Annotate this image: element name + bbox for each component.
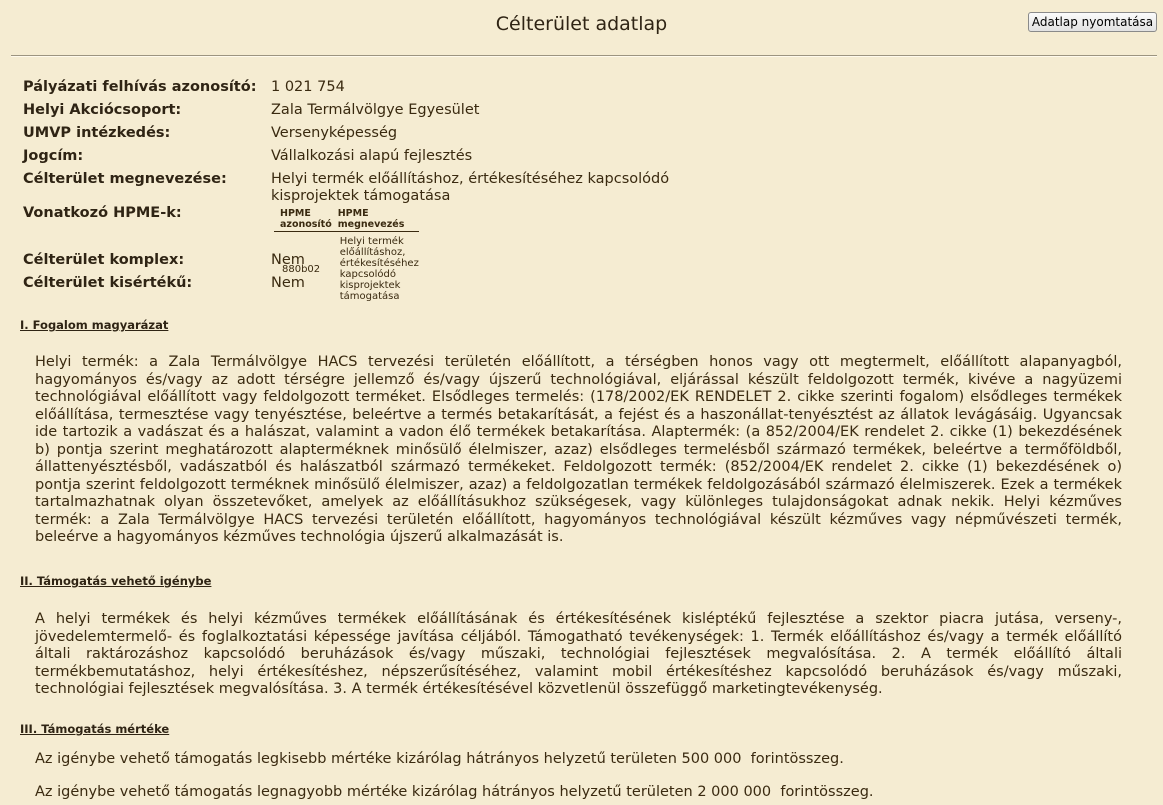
info-value: Nem: [271, 252, 305, 268]
info-label: Vonatkozó HPME-k:: [23, 205, 182, 221]
info-value: 1 021 754: [271, 79, 345, 95]
info-label: Célterület kisértékű:: [23, 275, 193, 291]
info-label: Pályázati felhívás azonosító:: [23, 79, 257, 95]
header-divider: [11, 55, 1157, 57]
section-heading-eligible: II. Támogatás vehető igénybe: [20, 574, 212, 588]
info-label: UMVP intézkedés:: [23, 125, 171, 141]
support-max-text: Az igénybe vehető támogatás legnagyobb mértéke kizárólag hátrányos helyzetű területen 2 000 000 forintösszeg.: [35, 784, 874, 800]
info-value: Versenyképesség: [271, 125, 398, 141]
hpme-col-name: HPME megnevezés: [332, 208, 419, 232]
print-datasheet-button[interactable]: Adatlap nyomtatása: [1028, 12, 1157, 32]
info-label: Célterület megnevezése:: [23, 171, 227, 187]
hpme-table-header: [274, 208, 419, 232]
info-label: Jogcím:: [23, 148, 84, 164]
support-min-text: Az igénybe vehető támogatás legkisebb mértéke kizárólag hátrányos helyzetű területen 500 000 forintösszeg.: [35, 751, 844, 767]
section-text-definitions: Helyi termék: a Zala Termálvölgye HACS tervezési területén előállított, a térségben honos vagy ott megtermelt, előállított alapanyagból, hagyományos és/vagy az adott térségre jellemző és/vagy újszerű technológiával, eljárással készült feldolgozott termék, kivéve a nagyüzemi technológiával előállított vagy feldolgozott terméket. Elsődleges termelés: (178/2002/EK RENDELET 2. cikke szerinti fogalom) elsődleges termékek előállítása, termesztése vagy tenyésztése, beleértve a termés betakarítását, a fejést és a haszonállat-tenyésztést az állatok levágásáig. Ugyancsak ide tartozik a vadászat és a halászat, valamint a vadon élő termékek betakarítása. Alaptermék: (a 852/2004/EK rendelet 2. cikke (1) bekezdésének b) pontja szerint meghatározott alapterméknek minősülő élelmiszer, azaz) elsődleges termelésből származó termékek, beleértve a termőföldből, állattenyésztésből, vadászatból és halászatból származó termékeket. Feldolgozott termék: (852/2004/EK rendelet 2. cikke (1) bekezdésének o) pontja szerint feldolgozott terméknek minősülő élelmiszer, azaz) a feldolgozatlan termékek feldolgozásából származó élelmiszerek. Ezek a termékek tartalmazhatnak olyan összetevőket, amelyek az előállításukhoz szükségesek, vagy különleges tulajdonságokat adnak nekik. Helyi kézműves termék: a Zala Termálvölgye HACS tervezési területén előállított, hagyományos technológiával készült kézműves vagy népművészeti termék, beleérve a hagyományos kézműves technológia újszerű alkalmazását is.: [35, 354, 1122, 545]
page-title: Célterület adatlap: [495, 13, 668, 35]
info-label: Célterület komplex:: [23, 252, 185, 268]
hpme-name-cell: Helyi termék előállításhoz, értékesítéséhez kapcsolódó kisprojektek támogatása: [339, 236, 419, 302]
section-text-eligible: A helyi termékek és helyi kézműves termékek előállításának és értékesítésének kisléptékű fejlesztése a szektor piacra jutása, verseny-, jövedelemtermelő- és foglalkoztatási képessége javítása céljából. Támogatható tevékenységek: 1. Termék előállításhoz és/vagy a termék előállító általi raktározáshoz kapcsolódó beruházások és/vagy műszaki, technológiai fejlesztések megvalósítása. 2. A termék előállító általi termékbemutatáshoz, helyi értékesítéshez, népszerűsítéséhez, valamint mobil értékesítéshez kapcsolódó beruházások és/vagy műszaki, technológiai fejlesztések megvalósítása. 3. A termék értékesítésével közvetlenül összefüggő marketingtevékenység.: [35, 611, 1122, 697]
info-label: Helyi Akciócsoport:: [23, 102, 182, 118]
hpme-col-id: HPME azonosító: [274, 208, 332, 232]
info-value: Nem: [271, 275, 305, 291]
info-value: Vállalkozási alapú fejlesztés: [271, 148, 473, 164]
section-heading-support-amount: III. Támogatás mértéke: [20, 722, 170, 736]
section-heading-definitions: I. Fogalom magyarázat: [20, 318, 169, 332]
info-value: Helyi termék előállításhoz, értékesítéséhez kapcsolódó kisprojektek támogatása: [271, 171, 670, 204]
info-value: Zala Termálvölgye Egyesület: [271, 102, 480, 118]
hpme-id-cell: 880b02: [282, 263, 321, 275]
